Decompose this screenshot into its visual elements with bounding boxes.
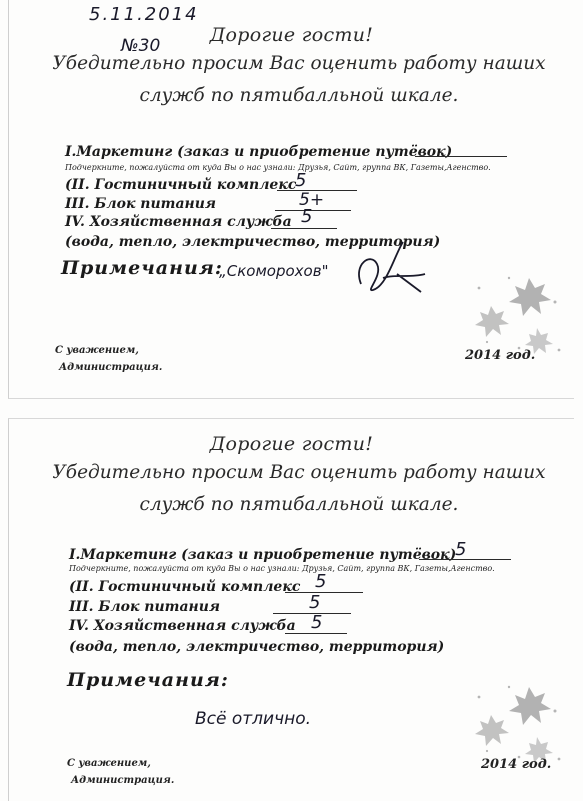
handwritten-signature (343, 234, 433, 304)
answer-hotel: 5 (315, 571, 327, 592)
signoff-line-1: С уважением, (67, 758, 151, 769)
answer-line-marketing (415, 156, 507, 157)
housekeeping-note: (вода, тепло, электричество, территория) (65, 234, 441, 250)
question-hotel: (II. Гостиничный комплекс (65, 177, 297, 193)
answer-food: 5+ (299, 190, 325, 210)
signoff-line-2: Администрация. (59, 362, 163, 373)
intro-line-2: служб по пятибалльной шкале. (139, 494, 459, 515)
answer-food: 5 (309, 592, 321, 613)
answer-housekeeping: 5 (311, 612, 323, 633)
answer-line-housekeeping (285, 633, 347, 634)
greeting-title: Дорогие гости! (209, 433, 374, 455)
intro-line-2: служб по пятибалльной шкале. (139, 85, 459, 106)
notes-label: Примечания: (67, 669, 229, 691)
answer-line-hotel (285, 592, 363, 593)
answer-hotel: 5 (295, 170, 307, 191)
notes-label: Примечания: (61, 257, 223, 279)
question-marketing: I.Маркетинг (заказ и приобретение путёвок) (65, 144, 453, 160)
question-housekeeping: IV. Хозяйственная служба (65, 214, 292, 230)
question-marketing: I.Маркетинг (заказ и приобретение путёвок) (69, 547, 457, 563)
answer-line-food (275, 210, 351, 211)
question-food: III. Блок питания (65, 196, 217, 212)
handwritten-date: 5.11.2014 (89, 4, 199, 25)
housekeeping-note: (вода, тепло, электричество, территория) (69, 639, 445, 655)
survey-card-2 (8, 418, 574, 801)
signoff (55, 342, 162, 376)
intro-line-1: Убедительно просим Вас оценить работу наших (52, 53, 546, 74)
answer-marketing: 5 (455, 539, 467, 560)
source-hint: Подчеркните, пожалуйста от куда Вы о нас узнали: Друзья, Сайт, группа ВК, Газеты,Агенство. (65, 163, 491, 172)
survey-card-1 (8, 0, 574, 399)
greeting-title: Дорогие гости! (209, 24, 374, 46)
signoff-line-2: Администрация. (71, 775, 175, 786)
signoff (67, 755, 174, 789)
year-label: 2014 год. (481, 757, 552, 772)
notes-handwriting: Всё отлично. (195, 709, 312, 729)
answer-housekeeping: 5 (301, 206, 313, 227)
year-label: 2014 год. (465, 348, 536, 363)
notes-handwriting: „Скоморохов" (219, 262, 329, 280)
intro-line-1: Убедительно просим Вас оценить работу наших (52, 462, 546, 483)
question-housekeeping: IV. Хозяйственная служба (69, 618, 296, 634)
source-hint: Подчеркните, пожалуйста от куда Вы о нас узнали: Друзья, Сайт, группа ВК, Газеты,Агенство. (69, 564, 495, 573)
answer-line-housekeeping (271, 228, 337, 229)
handwritten-number: №30 (121, 36, 161, 56)
question-food: III. Блок питания (69, 599, 221, 615)
signoff-line-1: С уважением, (55, 345, 139, 356)
question-hotel: (II. Гостиничный комплекс (69, 579, 301, 595)
